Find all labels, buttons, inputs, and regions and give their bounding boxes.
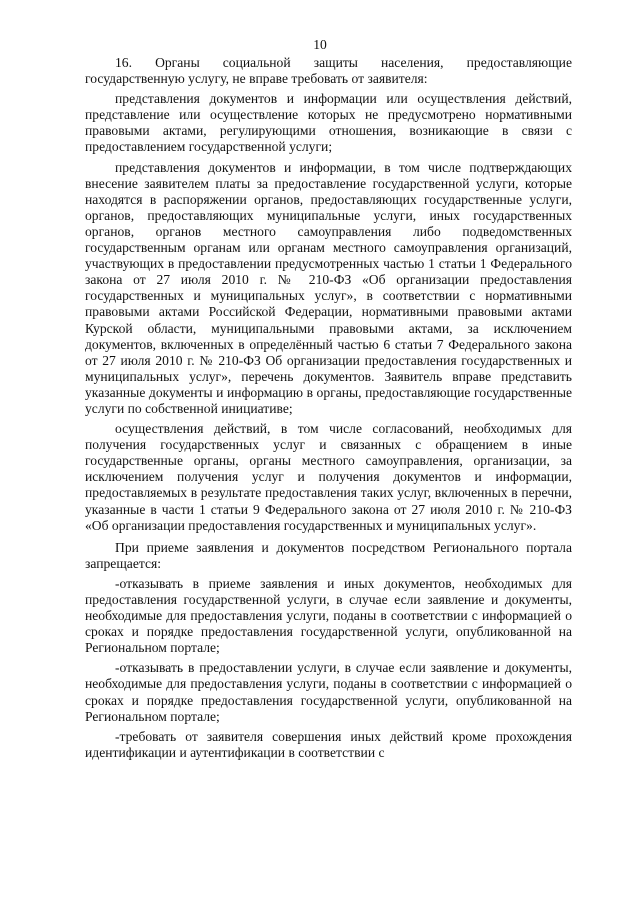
paragraph-refuse-acceptance: -отказывать в приеме заявления и иных документов, необходимых для предоставления государственной услуги, в случае если заявление и документы, необходимые для предоставления услуги, поданы в соответствии с информацией о сроках и порядке предоставления государственной услуги, опубликованной на Региональном портале; <box>85 575 572 656</box>
paragraph-documents-information: представления документов и информации или осуществления действий, представление или осуществление которых не предусмотрено нормативными правовыми актами, регулирующими отношения, возникающие в связи с предоставлением государственной услуги; <box>85 91 572 155</box>
paragraph-require-actions: -требовать от заявителя совершения иных действий кроме прохождения идентификации и аутентификации в соответствии с <box>85 728 572 760</box>
document-body <box>85 55 572 761</box>
paragraph-documents-payment: представления документов и информации, в том числе подтверждающих внесение заявителем платы за предоставление государственной услуги, которые находятся в распоряжении органов, предоставляющих государственные услуги, органов, предоставляющих муниципальные услуги, иных государственных органов, органов местного самоуправления либо подведомственных государственным органам или органам местного самоуправления организаций, участвующих в предоставлении предусмотренных частью 1 статьи 1 Федерального закона от 27 июля 2010 г. № 210-ФЗ «Об организации предоставления государственных и муниципальных услуг», в соответствии с нормативными правовыми актами Российской Федерации, нормативными правовыми актами Курской области, муниципальными правовыми актами, за исключением документов, включенных в определённый частью 6 статьи 7 Федерального закона от 27 июля 2010 г. № 210-ФЗ Об организации предоставления государственных и муниципальных услуг», перечень документов. Заявитель вправе представить указанные документы и информацию в органы, предоставляющие государственные услуги по собственной инициативе; <box>85 159 572 416</box>
paragraph-item-16: 16. Органы социальной защиты населения, предоставляющие государственную услугу, не вправе требовать от заявителя: <box>85 55 572 87</box>
paragraph-portal-intro: При приеме заявления и документов посредством Регионального портала запрещается: <box>85 539 572 571</box>
paragraph-actions-approvals: осуществления действий, в том числе согласований, необходимых для получения государственных услуг и связанных с обращением в иные государственные органы, органы местного самоуправления, организации, за исключением получения услуг и получения документов и информации, предоставляемых в результате предоставления таких услуг, включенных в перечни, указанные в части 1 статьи 9 Федерального закона от 27 июля 2010 г. № 210-ФЗ «Об организации предоставления государственных и муниципальных услуг». <box>85 421 572 533</box>
page-number: 10 <box>313 37 327 52</box>
paragraph-refuse-provision: -отказывать в предоставлении услуги, в случае если заявление и документы, необходимые для предоставления услуги, поданы в соответствии с информацией о сроках и порядке предоставления государственной услуги, опубликованной на Региональном портале; <box>85 660 572 724</box>
